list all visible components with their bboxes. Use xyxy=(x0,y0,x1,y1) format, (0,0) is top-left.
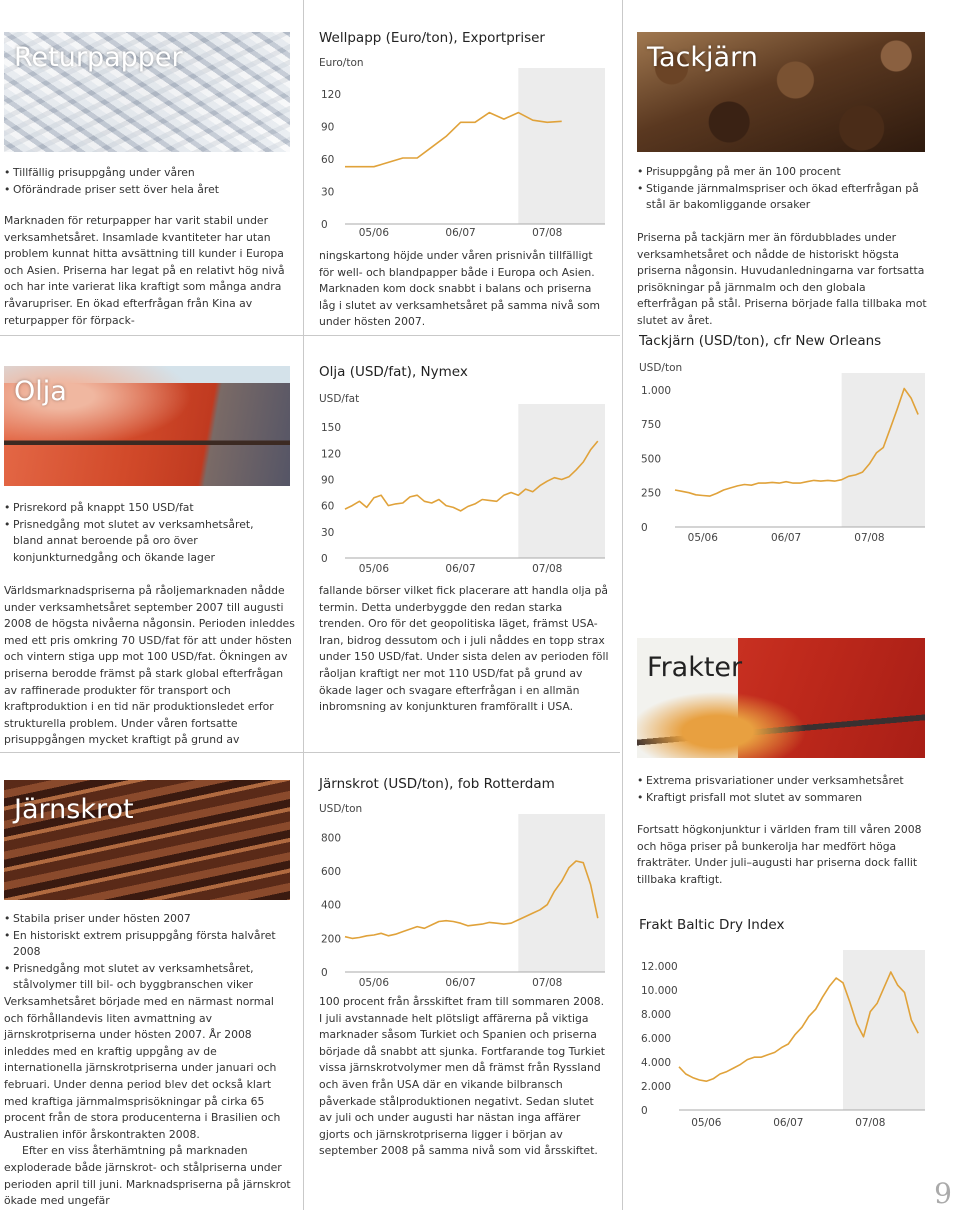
wellpapp-chart xyxy=(315,52,615,252)
y-tick-label: 0 xyxy=(641,522,648,534)
bullet-item: • Tillfällig prisuppgång under våren xyxy=(4,165,294,182)
y-tick-label: 0 xyxy=(321,553,328,565)
y-tick-label: 1.000 xyxy=(641,384,672,397)
x-tick-label: 06/07 xyxy=(773,1117,804,1129)
y-tick-label: 30 xyxy=(321,526,335,539)
unit-label: USD/ton xyxy=(639,362,683,374)
returpapper-photo xyxy=(4,32,290,152)
y-tick-label: 30 xyxy=(321,186,335,199)
y-tick-label: 120 xyxy=(321,448,342,461)
y-tick-label: 12.000 xyxy=(641,961,678,973)
bullet-item: • En historiskt extrem prisuppgång första halvåret 2008 xyxy=(4,928,300,961)
jarnskrot-title: Järnskrot xyxy=(14,794,134,825)
y-tick-label: 0 xyxy=(641,1105,648,1117)
x-tick-label: 06/07 xyxy=(445,563,476,575)
y-tick-label: 90 xyxy=(321,121,335,134)
y-tick-label: 400 xyxy=(321,899,342,912)
x-tick-label: 05/06 xyxy=(687,532,718,544)
returpapper-title: Returpapper xyxy=(14,42,183,73)
highlight-band xyxy=(518,404,605,558)
x-tick-label: 05/06 xyxy=(358,977,390,989)
olja-chart xyxy=(315,386,615,586)
bullet-item: • Prisuppgång på mer än 100 procent xyxy=(637,164,927,181)
x-tick-label: 07/08 xyxy=(532,977,563,989)
column-divider-right xyxy=(622,0,623,1210)
highlight-band xyxy=(842,373,925,527)
x-tick-label: 07/08 xyxy=(855,1117,886,1129)
jarnskrot-body xyxy=(4,994,296,1210)
jarnskrot-chart xyxy=(315,800,615,995)
bullet-item: • Stigande järnmalmspriser och ökad efterfrågan på stål är bakomliggande orsaker xyxy=(637,181,927,214)
x-tick-label: 06/07 xyxy=(445,977,476,989)
y-tick-label: 250 xyxy=(641,487,662,500)
y-tick-label: 120 xyxy=(321,89,342,102)
y-tick-label: 90 xyxy=(321,474,335,487)
bullet-item: • Kraftigt prisfall mot slutet av sommaren xyxy=(637,790,927,807)
jarnskrot-paragraph-1: Verksamhetsåret började med en närmast normal och förhållandevis liten avmattning av järnskrotpriserna under hösten 2007. År 2008 inleddes med en kraftig uppgång av de internationella järnskrotpriserna under januari och februari. Under denna period blev det också klart med kraftiga järnmalmsprisökningar på cirka 65 procent från de stora producenterna i Brasilien och Australien inför årskontrakten 2008. xyxy=(4,995,281,1141)
row-divider-1 xyxy=(0,335,620,336)
y-tick-label: 2.000 xyxy=(641,1081,672,1093)
x-tick-label: 05/06 xyxy=(358,563,390,575)
y-tick-label: 10.000 xyxy=(641,985,678,997)
frakter-body: Fortsatt högkonjunktur i världen fram till våren 2008 och höga priser på bunkerolja har medfört höga frakträter. Under juli–augusti har priserna dock fallit tillbaka kraftigt. xyxy=(637,823,922,886)
frakter-title: Frakter xyxy=(647,652,743,683)
y-tick-label: 150 xyxy=(321,422,342,435)
y-tick-label: 600 xyxy=(321,866,342,879)
bullet-item: • Stabila priser under hösten 2007 xyxy=(4,911,300,928)
olja-body: Världsmarknadspriserna på råoljemarknaden nådde under verksamhetsåret september 2007 till augusti 2008 de högsta nivåerna någonsin. Perioden inleddes med ett pris omkring 70 USD/fat för att under hösten och vintern stiga upp mot 100 USD/fat. Ökningen av priserna berodde främst på stark global efterfrågan av raffinerade produkter för transport och kraftproduktion i en tid när produktionsledet erfor strukturella problem. Under våren fortsatte prisuppgången mycket kraftigt på grund av xyxy=(4,584,295,747)
olja-bullets xyxy=(4,500,274,566)
jarnskrot-bullets xyxy=(4,911,300,994)
returpapper-bullets xyxy=(4,165,294,198)
jarnskrot-photo xyxy=(4,780,290,900)
y-tick-label: 200 xyxy=(321,933,342,946)
highlight-band xyxy=(843,950,925,1110)
y-tick-label: 750 xyxy=(641,419,662,432)
y-tick-label: 500 xyxy=(641,453,662,466)
bullet-item: • Prisnedgång mot slutet av verksamhetsåret, bland annat beroende på oro över konjunkturnedgång och ökande lager xyxy=(4,517,274,567)
olja-title: Olja xyxy=(14,376,67,407)
bullet-item: • Prisnedgång mot slutet av verksamhetsåret, stålvolymer till bil- och byggbranschen viker xyxy=(4,961,300,994)
y-tick-label: 800 xyxy=(321,832,342,845)
wellpapp-body: ningskartong höjde under våren prisnivån tillfälligt för well- och blandpapper både i Europa och Asien. Marknaden kom dock snabbt i balans och priserna låg i slutet av verksamhetsåret på samma nivå som under hösten 2007. xyxy=(319,249,600,329)
jarnskrot-chart-title: Järnskrot (USD/ton), fob Rotterdam xyxy=(319,776,555,792)
y-tick-label: 0 xyxy=(321,967,328,979)
tackjarn-bullets xyxy=(637,164,927,214)
column-divider-left xyxy=(303,0,304,1210)
wellpapp-chart-title: Wellpapp (Euro/ton), Exportpriser xyxy=(319,30,545,46)
unit-label: Euro/ton xyxy=(319,57,364,69)
frakter-bullets xyxy=(637,773,927,806)
page-number: 9 xyxy=(934,1177,952,1210)
olja-photo xyxy=(4,366,290,486)
row-divider-2 xyxy=(0,752,620,753)
tackjarn-chart xyxy=(635,355,935,555)
tackjarn-photo xyxy=(637,32,925,152)
bullet-item: • Prisrekord på knappt 150 USD/fat xyxy=(4,500,274,517)
x-tick-label: 07/08 xyxy=(854,532,885,544)
y-tick-label: 6.000 xyxy=(641,1033,672,1045)
highlight-band xyxy=(518,68,605,224)
x-tick-label: 07/08 xyxy=(532,227,563,239)
y-tick-label: 4.000 xyxy=(641,1057,672,1069)
y-tick-label: 8.000 xyxy=(641,1009,672,1021)
x-tick-label: 05/06 xyxy=(691,1117,722,1129)
frakt-chart xyxy=(635,950,935,1135)
returpapper-body: Marknaden för returpapper har varit stabil under verksamhetsåret. Insamlade kvantiteter har utan problem kunnat hitta avsättning till kunder i Europa och Asien. Priserna har legat på en relativt hög nivå och har inte varierat lika kraftigt som många andra råvarupriser. En ökad efterfrågan från Kina av returpapper för förpack- xyxy=(4,214,285,327)
tackjarn-body: Priserna på tackjärn mer än fördubblades under verksamhetsåret och nådde de historiskt högsta priserna någonsin. Huvudanledningarna var fortsatta prisökningar på järnmalm och den globala efterfrågan på stål. Priserna började falla tillbaka mot slutet av året. xyxy=(637,231,927,327)
bullet-item: • Extrema prisvariationer under verksamhetsåret xyxy=(637,773,927,790)
tackjarn-chart-title: Tackjärn (USD/ton), cfr New Orleans xyxy=(639,333,882,349)
x-tick-label: 06/07 xyxy=(445,227,476,239)
frakt-chart-title: Frakt Baltic Dry Index xyxy=(639,917,785,933)
tackjarn-title: Tackjärn xyxy=(647,42,758,73)
x-tick-label: 06/07 xyxy=(770,532,802,544)
frakter-photo xyxy=(637,638,925,758)
olja-chart-title: Olja (USD/fat), Nymex xyxy=(319,364,468,380)
x-tick-label: 07/08 xyxy=(532,563,563,575)
y-tick-label: 0 xyxy=(321,219,328,231)
y-tick-label: 60 xyxy=(321,500,335,513)
unit-label: USD/ton xyxy=(319,803,363,815)
jarnskrot-body-continued: 100 procent från årsskiftet fram till sommaren 2008. I juli avstannade helt plötsligt affärerna på viktiga marknader såsom Turkiet och Spanien och priserna började då snabbt att sjunka. Fortfarande tog Turkiet vissa järnskrotvolymer men då främst från Ryssland och även från USA där en vikande bilbransch påverkade stålproduktionen negativt. Sedan slutet av juli och under augusti har nästan inga affärer gjorts och järnskrotpriserna ligger i början av september 2008 på samma nivå som vid årsskiftet. xyxy=(319,995,606,1158)
y-tick-label: 60 xyxy=(321,154,335,167)
jarnskrot-paragraph-2: Efter en viss återhämtning på marknaden exploderade både järnskrot- och stålpriserna under perioden april till juni. Marknadspriserna på järnskrot ökade med ungefär xyxy=(4,1144,291,1208)
x-tick-label: 05/06 xyxy=(358,227,390,239)
bullet-item: • Oförändrade priser sett över hela året xyxy=(4,182,294,199)
olja-body-continued: fallande börser vilket fick placerare att handla olja på termin. Detta underbyggde den redan starka trenden. Oro för det geopolitiska läget, främst USA-Iran, bidrog dessutom och i juli nåddes en topp strax under 150 USD/fat. Under sista delen av perioden föll råoljan kraftigt ner mot 110 USD/fat på grund av ökade lager och svagare efterfrågan i en allmän inbromsning av konjunkturen framförallt i USA. xyxy=(319,584,609,714)
unit-label: USD/fat xyxy=(319,393,360,405)
